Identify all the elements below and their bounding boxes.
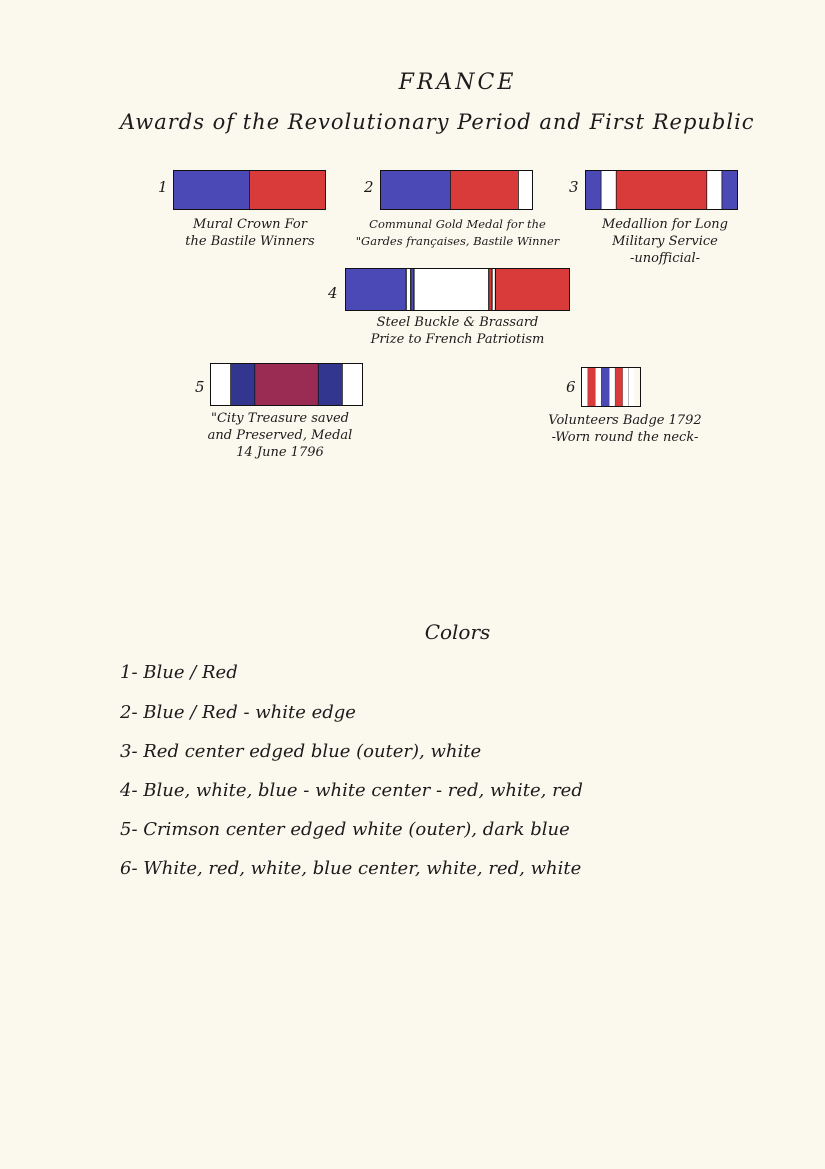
caption-line: "Gardes françaises, Bastile Winner bbox=[355, 234, 560, 248]
ribbon-stripes bbox=[346, 269, 569, 310]
ribbon-number: 3 bbox=[569, 178, 579, 196]
caption-line: "City Treasure saved bbox=[211, 411, 349, 426]
ribbon-stripe bbox=[406, 269, 411, 310]
ribbon-stripe bbox=[616, 171, 707, 209]
ribbon-stripes bbox=[211, 364, 362, 405]
caption-line: -unofficial- bbox=[629, 251, 701, 266]
ribbon-caption bbox=[180, 410, 380, 461]
ribbon-stripe bbox=[707, 171, 722, 209]
ribbon-stripe bbox=[211, 364, 231, 405]
ribbon-swatch bbox=[173, 170, 326, 210]
ribbon-stripe bbox=[381, 171, 451, 209]
color-line-4: 4- Blue, white, blue - white center - red, white, red bbox=[120, 780, 583, 801]
caption-line: and Preserved, Medal bbox=[207, 428, 353, 443]
caption-line: Medallion for Long bbox=[601, 217, 729, 232]
ribbon-stripe bbox=[628, 368, 634, 406]
ribbon-stripes bbox=[174, 171, 325, 209]
ribbon-caption bbox=[330, 314, 585, 348]
ribbon-stripe bbox=[615, 368, 623, 406]
caption-line: Volunteers Badge 1792 bbox=[548, 413, 702, 428]
ribbon-stripe bbox=[255, 364, 318, 405]
ribbon-stripe bbox=[582, 368, 588, 406]
ribbon-stripes bbox=[586, 171, 737, 209]
ribbon-stripe bbox=[601, 368, 609, 406]
ribbon-stripe bbox=[174, 171, 250, 209]
ribbon-swatch bbox=[581, 367, 641, 407]
ribbon-caption bbox=[570, 216, 760, 267]
ribbon-caption bbox=[535, 412, 715, 446]
ribbon-stripe bbox=[595, 368, 601, 406]
caption-line: the Bastile Winners bbox=[185, 234, 315, 249]
ribbon-stripe bbox=[601, 171, 616, 209]
ribbon-number: 1 bbox=[158, 178, 168, 196]
ribbon-stripe bbox=[518, 171, 532, 209]
ribbon-stripes bbox=[381, 171, 532, 209]
caption-line: 14 June 1796 bbox=[236, 445, 324, 460]
ribbon-caption bbox=[150, 216, 350, 250]
ribbon-number: 4 bbox=[328, 284, 338, 302]
ribbon-number: 5 bbox=[195, 378, 205, 396]
ribbon-stripe bbox=[414, 269, 489, 310]
ribbon-stripe bbox=[722, 171, 737, 209]
ribbon-stripe bbox=[495, 269, 569, 310]
caption-line: Prize to French Patriotism bbox=[370, 332, 545, 347]
page-subtitle: Awards of the Revolutionary Period and First Republic bbox=[120, 110, 755, 134]
color-line-5: 5- Crimson center edged white (outer), dark blue bbox=[120, 819, 570, 840]
ribbon-number: 6 bbox=[566, 378, 576, 396]
ribbon-swatch bbox=[210, 363, 363, 406]
ribbon-stripe bbox=[450, 171, 518, 209]
ribbon-stripe bbox=[623, 368, 629, 406]
ribbon-stripe bbox=[250, 171, 326, 209]
color-line-6: 6- White, red, white, blue center, white, red, white bbox=[120, 858, 582, 879]
caption-line: Steel Buckle & Brassard bbox=[376, 315, 539, 330]
caption-line: Military Service bbox=[612, 234, 718, 249]
ribbon-stripe bbox=[586, 171, 601, 209]
ribbon-stripe bbox=[231, 364, 255, 405]
ribbon-swatch bbox=[380, 170, 533, 210]
color-line-1: 1- Blue / Red bbox=[120, 662, 238, 683]
ribbon-stripe bbox=[588, 368, 596, 406]
page-title: FRANCE bbox=[398, 70, 517, 95]
caption-line: -Worn round the neck- bbox=[551, 430, 699, 445]
ribbon-caption bbox=[345, 216, 570, 250]
caption-line: Mural Crown For bbox=[193, 217, 307, 232]
caption-line: Communal Gold Medal for the bbox=[369, 217, 546, 231]
color-line-3: 3- Red center edged blue (outer), white bbox=[120, 741, 482, 762]
ribbon-stripe bbox=[609, 368, 615, 406]
colors-heading: Colors bbox=[424, 620, 491, 644]
color-line-2: 2- Blue / Red - white edge bbox=[120, 702, 356, 723]
ribbon-stripe bbox=[342, 364, 362, 405]
ribbon-number: 2 bbox=[364, 178, 374, 196]
ribbon-stripes bbox=[582, 368, 640, 406]
ribbon-swatch bbox=[345, 268, 570, 311]
ribbon-swatch bbox=[585, 170, 738, 210]
ribbon-stripe bbox=[346, 269, 406, 310]
ribbon-stripe bbox=[318, 364, 342, 405]
